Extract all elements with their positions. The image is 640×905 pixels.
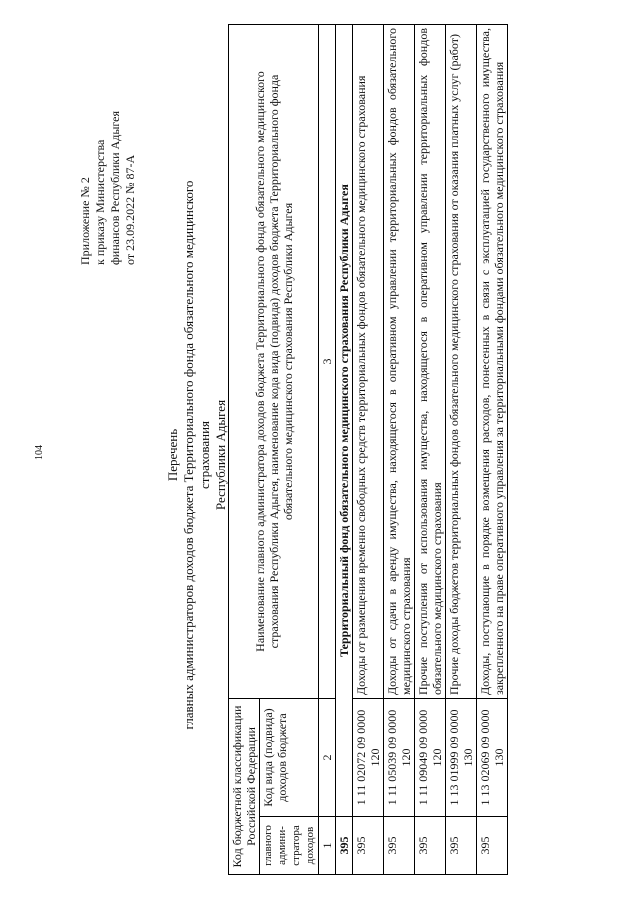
- section-row: [336, 25, 353, 875]
- table-header-row: [229, 25, 260, 875]
- admin-code: 395: [477, 817, 508, 875]
- numbering-row: [319, 25, 336, 875]
- header-income-code: Код вида (подвида) доходов бюджета: [260, 699, 319, 817]
- table-row: [353, 25, 384, 875]
- income-name: Доходы, поступающие в порядке возмещения расходов, понесенных в связи с эксплуатацией государственного имущества, закрепленного на праве оперативного управления за территориальными фондами обязательного медицинского страхования: [477, 25, 508, 699]
- income-code: 1 13 02069 09 0000 130: [477, 699, 508, 817]
- column-number: 3: [319, 25, 336, 699]
- admin-code: 395: [353, 817, 384, 875]
- income-code: 1 11 09049 09 0000 120: [415, 699, 446, 817]
- income-name: Доходы от размещения временно свободных средств территориальных фондов обязательного медицинского страхования: [353, 25, 384, 699]
- heading-title: Перечень: [165, 428, 180, 482]
- header-kbk: Код бюджетной классификации Российской Федерации: [229, 699, 260, 875]
- appendix-line: Приложение № 2: [78, 177, 92, 265]
- table-row: [384, 25, 415, 875]
- appendix-line: к приказу Министерства: [93, 139, 107, 265]
- column-number: 1: [319, 817, 336, 875]
- table-row: [477, 25, 508, 875]
- income-name: Прочие доходы бюджетов территориальных фондов обязательного медицинского страхования от оказания платных услуг (работ): [446, 25, 477, 699]
- heading-subtitle: главных администраторов доходов бюджета Территориального фонда обязательного медицинского страхования: [181, 180, 212, 730]
- table-row: [446, 25, 477, 875]
- header-name: Наименование главного администратора доходов бюджета Территориального фонда обязательного медицинского страхования Республики Адыгея, наименование кода вида (подвида) доходов бюджета Территориального фонда обязательного медицинского страхования Республики Адыгея: [229, 25, 319, 699]
- appendix-line: от 23.09.2022 № 87-А: [123, 154, 137, 265]
- income-code: 1 11 02072 09 0000 120: [353, 699, 384, 817]
- table-row: [415, 25, 446, 875]
- admin-code: 395: [384, 817, 415, 875]
- page-number: 104: [34, 445, 45, 460]
- admin-code: 395: [415, 817, 446, 875]
- appendix-block: [78, 25, 138, 265]
- admin-code: 395: [446, 817, 477, 875]
- header-admin-code: главного админи-стратора доходов: [260, 817, 319, 875]
- income-code: 1 11 05039 09 0000 120: [384, 699, 415, 817]
- administrators-table: [228, 24, 508, 875]
- heading-subtitle: Республики Адыгея: [213, 399, 228, 511]
- section-title: Территориальный фонд обязательного медицинского страхования Республики Адыгея: [336, 25, 353, 817]
- document-heading: [165, 155, 229, 755]
- section-code: 395: [336, 817, 353, 875]
- appendix-line: финансов Республики Адыгея: [108, 110, 122, 265]
- income-code: 1 13 01999 09 0000 130: [446, 699, 477, 817]
- income-name: Доходы от сдачи в аренду имущества, находящегося в оперативном управлении территориальных фондов обязательного медицинского страхования: [384, 25, 415, 699]
- column-number: 2: [319, 699, 336, 817]
- income-name: Прочие поступления от использования имущества, находящегося в оперативном управлении территориальных фондов обязательного медицинского страхования: [415, 25, 446, 699]
